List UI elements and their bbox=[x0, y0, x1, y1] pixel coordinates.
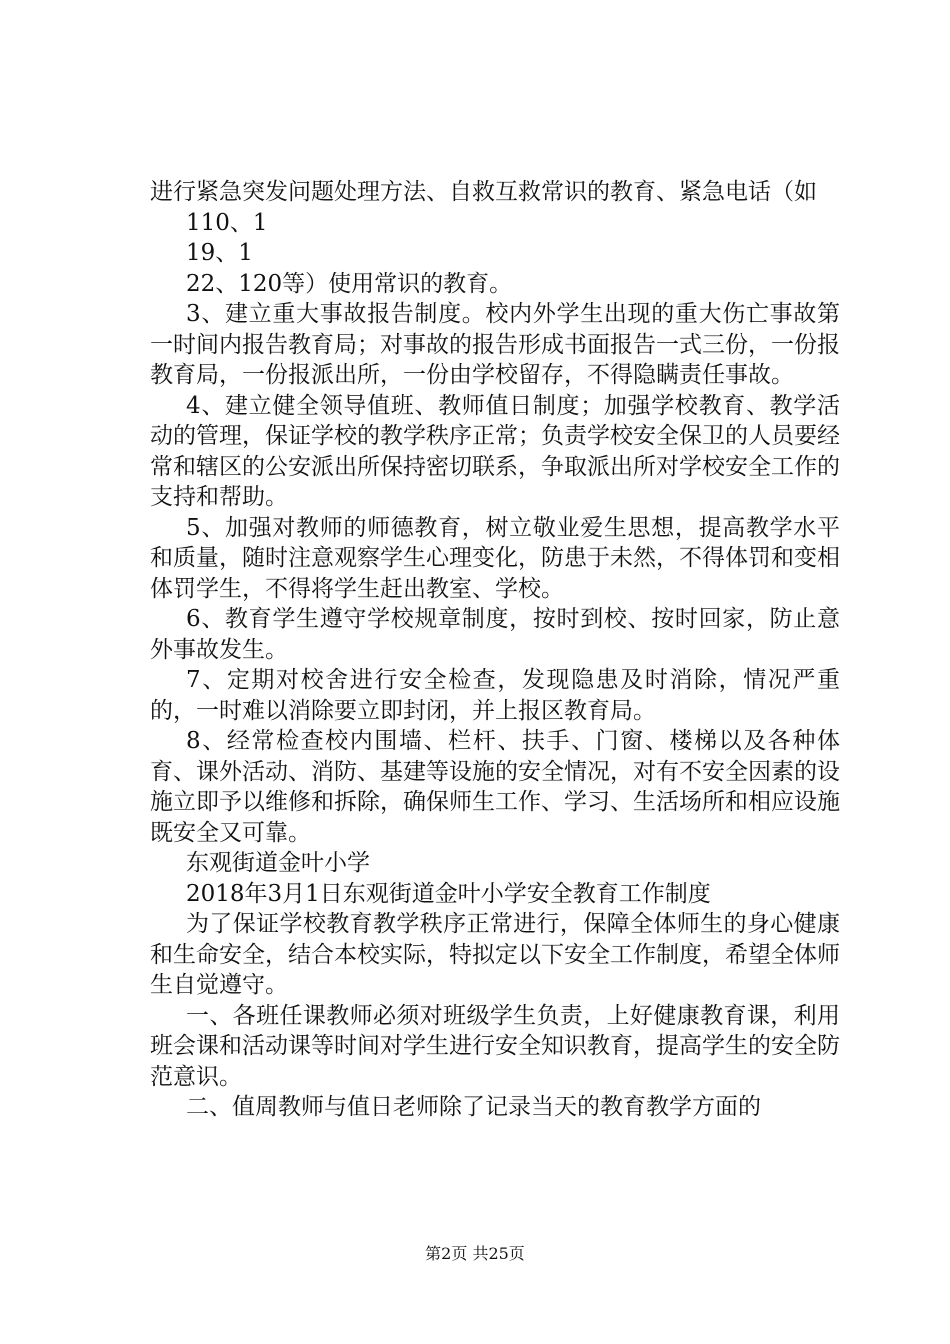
paragraph: 东观街道金叶小学 bbox=[186, 850, 370, 876]
paragraph: 二、值周教师与值日老师除了记录当天的教育教学方面的 bbox=[186, 1094, 761, 1120]
paragraph: 8、经常检查校内围墙、栏杆、扶手、门窗、楼梯以及各种体育、课外活动、消防、基建等设施的安全情况，对有不安全因素的设施立即予以维修和拆除，确保师生工作、学习、生活场所和相应设施既安全又可靠。 bbox=[150, 728, 840, 846]
paragraph: 5、加强对教师的师德教育，树立敬业爱生思想，提高教学水平和质量，随时注意观察学生心理变化，防患于未然，不得体罚和变相体罚学生，不得将学生赶出教室、学校。 bbox=[150, 514, 840, 602]
paragraph: 为了保证学校教育教学秩序正常进行，保障全体师生的身心健康和生命安全，结合本校实际，特拟定以下安全工作制度，希望全体师生自觉遵守。 bbox=[150, 911, 840, 998]
paragraph: 7、定期对校舍进行安全检查，发现隐患及时消除，情况严重的，一时难以消除要立即封闭，并上报区教育局。 bbox=[150, 667, 840, 724]
paragraph: 2018年3月1日东观街道金叶小学安全教育工作制度 bbox=[186, 880, 711, 907]
paragraph: 110、1 bbox=[186, 209, 268, 236]
paragraph: 3、建立重大事故报告制度。校内外学生出现的重大伤亡事故第一时间内报告教育局；对事故的报告形成书面报告一式三份，一份报教育局，一份报派出所，一份由学校留存，不得隐瞒责任事故。 bbox=[150, 301, 840, 388]
paragraph: 进行紧急突发问题处理方法、自救互救常识的教育、紧急电话（如 bbox=[150, 179, 817, 205]
paragraph: 4、建立健全领导值班、教师值日制度；加强学校教育、教学活动的管理，保证学校的教学秩序正常；负责学校安全保卫的人员要经常和辖区的公安派出所保持密切联系，争取派出所对学校安全工作的支持和帮助。 bbox=[150, 392, 840, 510]
paragraph: 6、教育学生遵守学校规章制度，按时到校、按时回家，防止意外事故发生。 bbox=[150, 606, 840, 663]
page-number-footer: 第2页 共25页 bbox=[425, 1244, 525, 1263]
document-body bbox=[150, 177, 840, 1123]
paragraph: 19、1 bbox=[186, 240, 253, 266]
paragraph: 一、各班任课教师必须对班级学生负责，上好健康教育课，利用班会课和活动课等时间对学生进行安全知识教育，提高学生的安全防范意识。 bbox=[150, 1002, 840, 1090]
paragraph: 22、120等）使用常识的教育。 bbox=[186, 270, 513, 297]
